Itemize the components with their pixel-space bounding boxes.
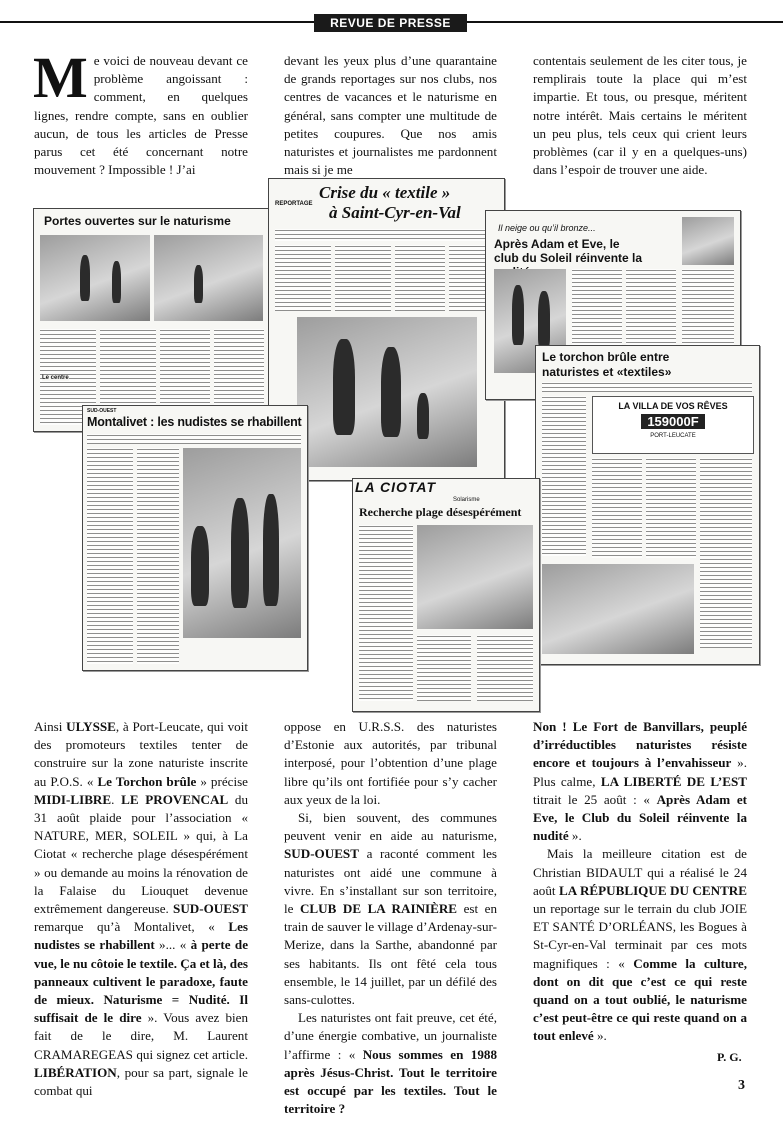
body-text: » précise bbox=[196, 773, 248, 789]
clipping-text-column bbox=[359, 525, 413, 701]
clipping-title: Portes ouvertes sur le naturisme bbox=[44, 214, 231, 228]
clipping-kicker: Solarisme bbox=[453, 497, 480, 503]
emphasis-text: Comme la culture, dont on dit que c’est ce qui reste quand on a tout oublié, le naturisme c’est peut-être ce qui reste quand on a tout enlevé bbox=[533, 955, 747, 1044]
clipping-text-column bbox=[592, 458, 642, 558]
emphasis-text: Non ! Le Fort de Banvillars, peuplé d’irréductibles naturistes résiste encore et toujours à l’envahisseur bbox=[533, 719, 747, 771]
clipping-kicker: Il neige ou qu’il bronze... bbox=[498, 223, 596, 233]
photo-figure bbox=[333, 339, 355, 435]
intro-text-1: e voici de nouveau devant ce problème angoissant : comment, en quelques lignes, rendre compte, sans en oublier aucun, de tous les articles de Presse parus cet été concernant notre mouvement ? Impossible ! J’ai bbox=[34, 53, 248, 178]
body-column-1 bbox=[34, 718, 248, 1100]
body-paragraph bbox=[284, 1009, 497, 1118]
photo-figure bbox=[381, 347, 401, 437]
clipping-photo bbox=[154, 235, 263, 321]
clipping-text-column bbox=[275, 229, 497, 241]
clipping-source: SUD-OUEST bbox=[87, 408, 117, 414]
body-text: »... « bbox=[154, 937, 191, 953]
ad-location: PORT-LEUCATE bbox=[650, 433, 696, 439]
intro-column-1 bbox=[33, 45, 248, 179]
real-estate-ad bbox=[592, 396, 754, 454]
author-signature: P. G. bbox=[717, 1050, 742, 1064]
clipping-text-column bbox=[542, 396, 586, 556]
emphasis-text: Le Torchon brûle bbox=[97, 773, 197, 789]
photo-figure bbox=[191, 526, 209, 606]
page-number: 3 bbox=[738, 1078, 745, 1093]
clipping-portes-ouvertes bbox=[33, 208, 270, 432]
body-paragraph bbox=[34, 718, 248, 1100]
body-column-2 bbox=[284, 718, 497, 1118]
body-text: , pour sa part, signale le combat qui bbox=[34, 1064, 248, 1099]
section-label: REVUE DE PRESSE bbox=[314, 14, 467, 32]
body-text: ». Vous avez bien fait de le dire, M. Laurent CRAMAREGEAS qui signez cet article. bbox=[34, 1010, 248, 1062]
photo-figure bbox=[80, 255, 90, 301]
body-paragraph bbox=[533, 845, 747, 1045]
body-text: Les naturistes ont fait preuve, cet été, d’une énergie combative, un journaliste l’affirme : « bbox=[284, 1010, 497, 1062]
emphasis-text: Nous sommes en 1988 après Jésus-Christ. Tout le territoire est occupé par les textiles. Tout le territoire ? bbox=[284, 1046, 497, 1117]
clipping-montalivet bbox=[82, 405, 308, 671]
emphasis-text: ULYSSE bbox=[66, 719, 116, 734]
body-text: remarque qu’à Montalivet, « bbox=[34, 919, 229, 935]
photo-figure bbox=[194, 265, 203, 303]
clipping-text-column bbox=[700, 458, 752, 648]
clipping-text-column bbox=[477, 635, 533, 701]
clipping-kicker: REPORTAGE bbox=[275, 201, 313, 207]
emphasis-text: Après Adam et Eve, le Club du Soleil réinvente la nudité bbox=[533, 791, 747, 844]
photo-figure bbox=[231, 498, 249, 608]
photo-figure bbox=[512, 285, 524, 345]
body-text: Si, bien souvent, des communes peuvent venir en aide au naturisme, bbox=[284, 810, 497, 844]
emphasis-text: CLUB DE LA RAINIÈRE bbox=[299, 901, 458, 917]
emphasis-text: LE PROVENCAL bbox=[121, 791, 229, 807]
emphasis-text: LA RÉPUBLIQUE DU CENTRE bbox=[559, 882, 747, 898]
body-text: . bbox=[111, 791, 122, 807]
body-text: , à Port-Leucate, qui voit des promoteurs textiles tenter de construire sur la zone naturiste inscrite au P.O.S. « bbox=[34, 719, 248, 789]
clipping-photo bbox=[40, 235, 150, 321]
emphasis-text: MIDI-LIBRE bbox=[34, 791, 112, 807]
clipping-torchon-brule bbox=[535, 345, 760, 665]
emphasis-text: LIBÉRATION bbox=[34, 1064, 117, 1080]
body-text: a raconté comment les naturistes ont aidé une commune à vivre. En s’installant sur son territoire, le bbox=[284, 846, 497, 917]
body-text: oppose en U.R.S.S. des naturistes d’Estonie aux autorités, par tribunal interposé, pour l’obtention d’une plage libre qu’ils ont fortifiée pour s’y cacher aux yeux de la loi. bbox=[284, 719, 497, 807]
drop-cap: M bbox=[33, 45, 88, 110]
clipping-title-line-1: Crise du « textile » bbox=[319, 183, 451, 202]
body-text: ». bbox=[593, 1028, 607, 1044]
clipping-la-ciotat bbox=[352, 478, 540, 712]
clipping-text-column bbox=[275, 245, 331, 311]
clipping-text-column bbox=[137, 448, 179, 664]
clipping-photo bbox=[417, 525, 533, 629]
photo-figure bbox=[417, 393, 429, 439]
body-text: ». bbox=[568, 828, 582, 844]
clipping-text-column bbox=[87, 448, 133, 664]
clipping-text-column bbox=[335, 245, 391, 311]
emphasis-text: à perte de vue, le nu côtoie le textile. Ça et là, des panneaux cultivent le paradoxe, faute de mieux. Naturisme = Nudité. Il suffisait de le dire bbox=[34, 937, 249, 1026]
intro-column-2 bbox=[284, 52, 497, 179]
body-paragraph bbox=[533, 718, 747, 845]
clipping-text-column bbox=[542, 382, 752, 392]
ad-headline: LA VILLA DE VOS RÊVES bbox=[618, 401, 728, 411]
body-text: du 31 août plaide pour l’association « NATURE, MER, SOLEIL » qui, à La Ciotat « recherche plage désespérément » ou demande au moins la rénovation de la Falaise du Liouquet devenue extrêmement dangereuse. bbox=[34, 791, 249, 917]
clipping-title: Montalivet : les nudistes se rhabillent bbox=[87, 415, 302, 429]
clipping-title: Après Adam et Eve, le club du Soleil réinvente la bbox=[494, 237, 643, 265]
body-paragraph bbox=[284, 718, 497, 809]
emphasis-text: SUD-OUEST bbox=[173, 901, 248, 917]
clipping-source: LA CIOTAT bbox=[355, 479, 437, 495]
clipping-text-column bbox=[87, 434, 301, 444]
clipping-text-column bbox=[646, 458, 696, 558]
body-column-3 bbox=[533, 718, 747, 1046]
photo-figure bbox=[538, 291, 550, 349]
clipping-text-column bbox=[395, 245, 445, 311]
body-text: un reportage sur le terrain du club JOIE ET SANTÉ D’ORLÉANS, les Bogues à St-Cyr-en-Val terminait par ces mots magnifiques : « bbox=[533, 901, 747, 971]
body-text: titrait le 25 août : « bbox=[533, 791, 657, 807]
photo-figure bbox=[112, 261, 121, 303]
body-text: ». Plus calme, bbox=[533, 755, 748, 789]
clipping-subhead: Le centre bbox=[42, 375, 69, 381]
emphasis-text: SUD-OUEST bbox=[284, 846, 359, 862]
clipping-title-line-2: à Saint-Cyr-en-Val bbox=[329, 203, 461, 222]
photo-figure bbox=[263, 494, 279, 606]
intro-text-2: devant les yeux plus d’une quarantaine de grands reportages sur nos clubs, nos centres de vacances et le naturisme en général, sans compter une multitude de petites coupures. Que nos amis naturistes et journalistes me pardonnent mais si je me bbox=[284, 53, 497, 178]
body-text: est en train de sauver le village d’Ardenay-sur-Merize, dans la Sarthe, abandonné par ses habitants. Ils ont fêté cela tous ensemble, le 14 juillet, par un défilé des sans-culottes. bbox=[284, 901, 497, 1008]
clipping-text-column bbox=[417, 635, 471, 701]
clipping-photo bbox=[542, 564, 694, 654]
emphasis-text: LA LIBERTÉ DE L’EST bbox=[600, 773, 748, 789]
body-text: Ainsi bbox=[34, 719, 67, 734]
emphasis-text: Les nudistes se rhabillent bbox=[34, 919, 248, 953]
clipping-title-line-2: naturistes et «textiles» bbox=[542, 365, 672, 379]
body-text: Mais la meilleure citation est de Christian BIDAULT qui a réalisé le 24 août bbox=[533, 846, 747, 898]
clipping-title-line-1: Le torchon brûle entre bbox=[542, 350, 670, 364]
intro-text-3: contentais seulement de les citer tous, je remplirais toute la place qui m’est impartie. Et tous, ou presque, méritent notre intérêt. Mais certains le méritent un peu plus, tels ceux qui crient leurs problèmes (car il y en a quelques-uns) dans l’espoir de trouver une aide. bbox=[533, 53, 747, 178]
clipping-photo bbox=[682, 217, 734, 265]
intro-column-3 bbox=[533, 52, 747, 179]
body-paragraph bbox=[284, 809, 497, 1009]
clipping-title: Recherche plage désespérément bbox=[359, 505, 522, 519]
ad-price: 159000F bbox=[641, 414, 704, 429]
